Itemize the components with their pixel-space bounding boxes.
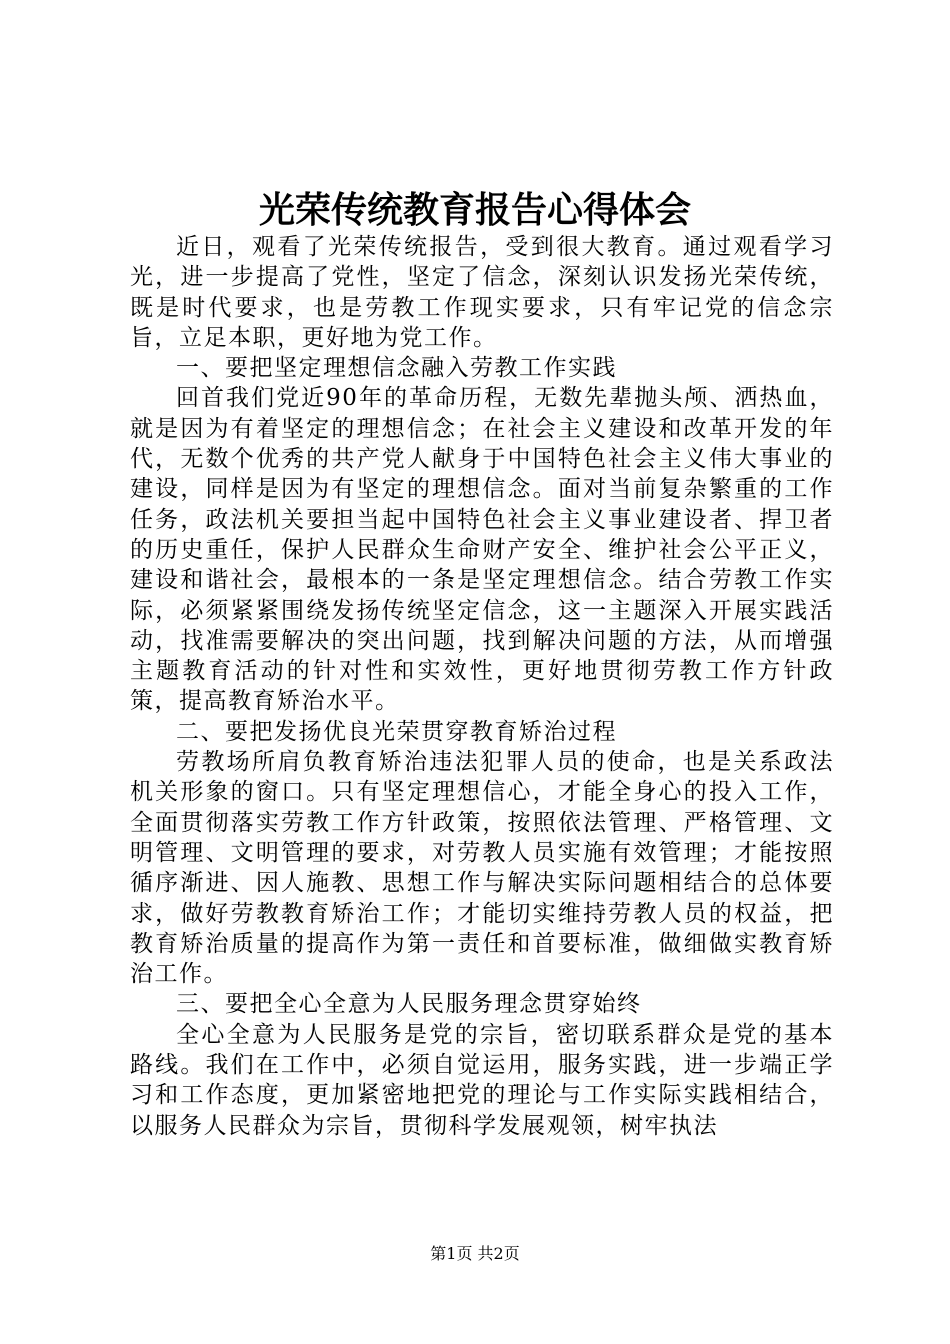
paragraph-section-3: 全心全意为人民服务是党的宗旨，密切联系群众是党的基本路线。我们在工作中，必须自觉运用，服务实践，进一步端正学习和工作态度，更加紧密地把党的理论与工作实际实践相结合，以服务人民群众为宗旨，贯彻科学发展观领，树牢执法 — [130, 1021, 834, 1139]
section-heading-2: 二、要把发扬优良光荣贯穿教育矫治过程 — [176, 718, 617, 745]
paragraph-intro: 近日，观看了光荣传统报告，受到很大教育。通过观看学习光，进一步提高了党性，坚定了信念，深刻认识发扬光荣传统，既是时代要求，也是劳教工作现实要求，只有牢记党的信念宗旨，立足本职，更好地为党工作。 — [130, 234, 834, 351]
section-heading-1: 一、要把坚定理想信念融入劳教工作实践 — [176, 355, 617, 382]
document-title: 光荣传统教育报告心得体会 — [258, 189, 691, 231]
section-heading-3: 三、要把全心全意为人民服务理念贯穿始终 — [176, 991, 642, 1018]
paragraph-section-2: 劳教场所肩负教育矫治违法犯罪人员的使命，也是关系政法机关形象的窗口。只有坚定理想信心，才能全身心的投入工作，全面贯彻落实劳教工作方针政策，按照依法管理、严格管理、文明管理、文明管理的要求，对劳教人员实施有效管理；才能按照循序渐进、因人施教、思想工作与解决实际问题相结合的总体要求，做好劳教教育矫治工作；才能切实维持劳教人员的权益，把教育矫治质量的提高作为第一责任和首要标准，做细做实教育矫治工作。 — [130, 749, 834, 988]
document-body — [130, 232, 834, 1141]
page-footer: 第1页 共2页 — [430, 1244, 520, 1263]
paragraph-section-1: 回首我们党近90年的革命历程，无数先辈抛头颅、洒热血，就是因为有着坚定的理想信念；在社会主义建设和改革开发的年代，无数个优秀的共产党人献身于中国特色社会主义伟大事业的建设，同样是因为有坚定的理想信念。面对当前复杂繁重的工作任务，政法机关要担当起中国特色社会主义事业建设者、捍卫者的历史重任，保护人民群众生命财产安全、维护社会公平正义，建设和谐社会，最根本的一条是坚定理想信念。结合劳教工作实际，必须紧紧围绕发扬传统坚定信念，这一主题深入开展实践活动，找准需要解决的突出问题，找到解决问题的方法，从而增强主题教育活动的针对性和实效性，更好地贯彻劳教工作方针政策，提高教育矫治水平。 — [130, 385, 834, 715]
